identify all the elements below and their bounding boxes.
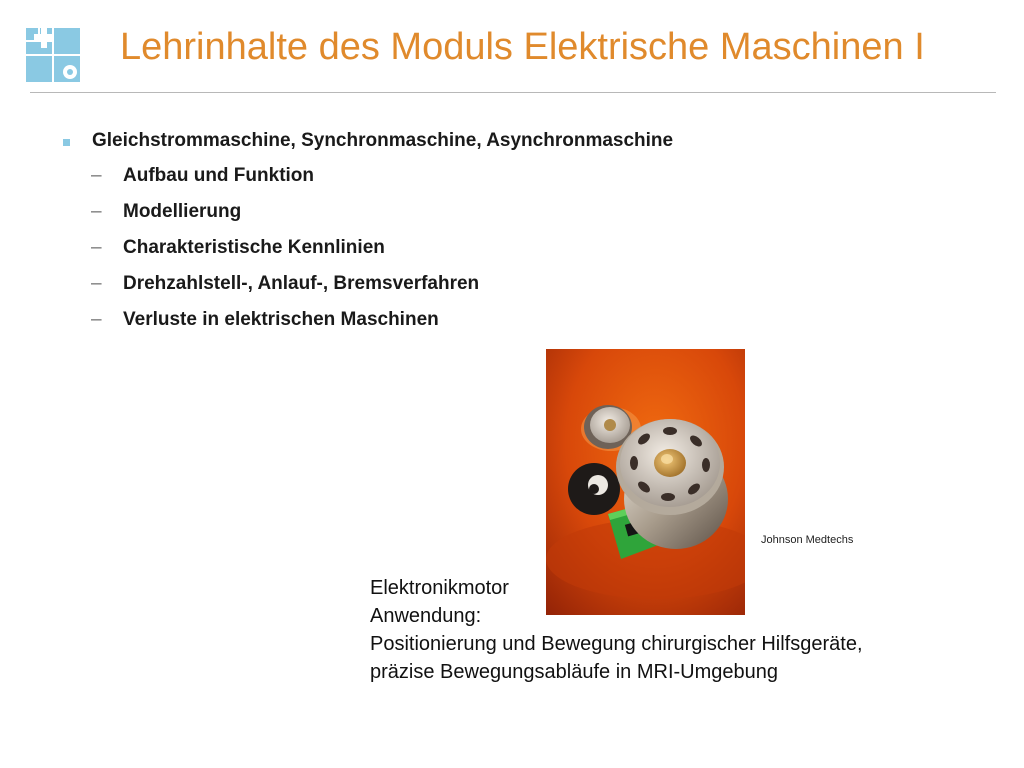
dash-bullet: –: [91, 309, 102, 330]
list-item-label: Verluste in elektrischen Maschinen: [123, 309, 439, 330]
list-item-label: Drehzahlstell-, Anlauf-, Bremsverfahren: [123, 273, 480, 294]
square-bullet-icon: [63, 139, 70, 146]
dash-bullet: –: [91, 273, 102, 294]
dash-bullet: –: [91, 165, 102, 186]
image-caption: [370, 574, 863, 686]
list-item-sub: [60, 230, 673, 266]
list-item-sub: [60, 194, 673, 230]
dash-bullet: –: [91, 201, 102, 222]
caption-line: Positionierung und Bewegung chirurgischer Hilfsgeräte,: [370, 633, 863, 655]
bullet-list: [60, 130, 673, 338]
list-item-label: Modellierung: [123, 201, 242, 222]
list-item-sub: [60, 158, 673, 194]
list-item-sub: [60, 266, 673, 302]
title-divider: [30, 92, 996, 93]
caption-line: präzise Bewegungsabläufe in MRI-Umgebung: [370, 661, 779, 683]
page-title: Lehrinhalte des Moduls Elektrische Maschinen I: [120, 26, 925, 68]
image-credit: Johnson Medtechs: [761, 534, 854, 546]
dash-bullet: –: [91, 237, 102, 258]
list-item-label: Aufbau und Funktion: [123, 165, 315, 186]
list-item-label: Charakteristische Kennlinien: [123, 237, 385, 258]
caption-line: Anwendung:: [370, 605, 482, 627]
logo-icon: [26, 28, 82, 84]
list-item-main: [60, 130, 673, 158]
list-item-sub: [60, 302, 673, 338]
caption-line: Elektronikmotor: [370, 577, 509, 599]
list-item-label: Gleichstrommaschine, Synchronmaschine, Asynchronmaschine: [92, 130, 674, 151]
